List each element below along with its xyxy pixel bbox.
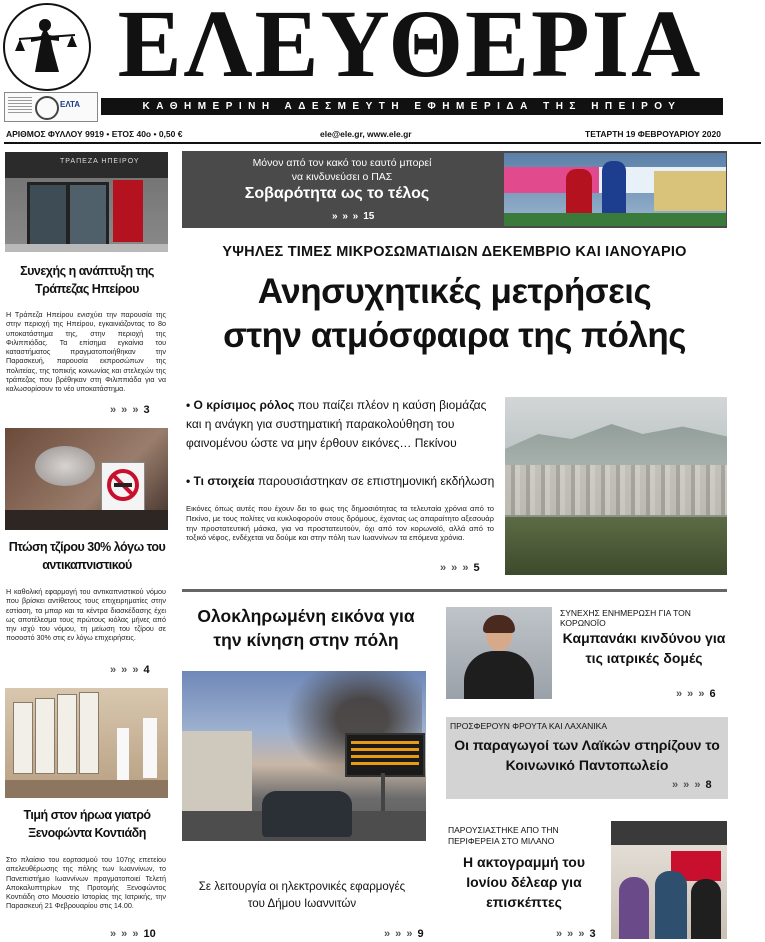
- table-edge: [5, 510, 168, 530]
- no-smoking-photo: [5, 428, 168, 530]
- bank-photo: [5, 152, 168, 252]
- right-kicker-2: ΠΡΟΣΦΕΡΟΥΝ ΦΡΟΥΤΑ ΚΑΙ ΛΑΧΑΝΙΚΑ: [450, 721, 608, 731]
- led-traffic-sign: [345, 733, 425, 777]
- bullet-icon: •: [186, 398, 194, 412]
- visitor-3: [691, 879, 721, 939]
- visitor-1: [619, 877, 649, 939]
- football-photo: [504, 153, 726, 226]
- museum-floor: [5, 780, 168, 798]
- pitch: [504, 213, 726, 226]
- official-photo: [446, 607, 552, 699]
- produce-box[interactable]: [446, 717, 728, 799]
- expo-banner: [611, 821, 727, 845]
- car: [262, 791, 352, 837]
- left-headline-2[interactable]: Πτώση τζίρου 30% λόγω του αντικαπνιστικού: [8, 540, 166, 572]
- museum-panel-2: [35, 698, 55, 774]
- bank-red-panel: [113, 180, 143, 242]
- masthead: [0, 0, 765, 145]
- main-headline-line-1[interactable]: Ανησυχητικές μετρήσεις: [257, 272, 652, 311]
- museum-panel-1: [13, 702, 33, 774]
- masthead-subtitle: ΚΑΘΗΜΕΡΙΝΗ ΑΔΕΣΜΕΥΤΗ ΕΦΗΜΕΡΙΔΑ ΤΗΣ ΗΠΕΙΡΟΥ: [142, 101, 682, 112]
- left-page-ref-3[interactable]: » » » 10: [110, 928, 156, 940]
- main-bullet-2: [186, 472, 496, 491]
- sports-page-ref[interactable]: » » » 15: [332, 211, 375, 222]
- bank-facade: [5, 152, 168, 178]
- right-kicker-3: ΠΑΡΟΥΣΙΑΣΤΗΚΕ ΑΠΟ ΤΗΝ ΠΕΡΙΦΕΡΕΙΑ ΣΤΟ ΜΙΛΑΝΟ: [448, 825, 559, 846]
- led-text-lines: [351, 741, 419, 769]
- main-bullet-2-bold: Τι στοιχεία: [193, 474, 255, 488]
- sports-box[interactable]: [182, 151, 727, 228]
- main-bullet-1-text: που παίζει πλέον η καύση βιομάζας και η ανάγκη για συστηματική παρακολούθηση του φαινομένου ώστε να μην έρθουν εικόνες… Πεκίνου: [186, 398, 487, 450]
- elta-label: ΕΛΤΑ: [60, 100, 81, 109]
- masthead-rule: [4, 142, 761, 144]
- section-divider: [182, 589, 727, 592]
- left-body-1: Η Τράπεζα Ηπείρου ενισχύει την παρουσία της στην περιοχή της Ηπείρου, εγκαινιάζοντας το 8ο υποκατάστημα της, στην περιοχή της Φιλιππιάδας. Τα επίσημα εγκαίνια του καταστήματος πραγματοποιήθηκαν την Παρασκευή, παρουσία εκπροσώπων της πολιτείας, της τοπικής κοινωνίας και στελεχών της τράπεζας που βρέθηκαν στη Φιλιππιάδα για να καλωσορίσουν το νέο υποκατάστημα.: [6, 310, 166, 394]
- foreground-trees: [505, 517, 727, 575]
- right-page-ref-3[interactable]: » » » 3: [556, 928, 596, 940]
- masthead-title: ΕΛΕΥΘΕΡΙΑ: [117, 0, 703, 97]
- right-page-ref-1[interactable]: » » » 6: [676, 688, 716, 700]
- visitor-2: [655, 871, 687, 939]
- bust-pedestal-1: [117, 728, 129, 784]
- traffic-street-photo: [182, 671, 426, 841]
- main-bullet-2-text: παρουσιάστηκαν σε επιστημονική εκδήλωση: [257, 474, 495, 488]
- left-body-2: Η καθολική εφαρμογή του αντικαπνιστικού νόμου που βρίσκει αντίθετους τους επιχειρηματίες στην εστίαση, τα μπαρ και τα κέντρα διασκέδασης έχει ως αποτέλεσμα τους πρώτους κιόλας μήνες από την ισχύ του νόμου, τη μείωση του τζίρου σε ποσοστό 30% στις εν λόγω επιχειρήσεις.: [6, 587, 166, 643]
- bank-window: [27, 182, 69, 250]
- mountain-ridge: [505, 419, 727, 469]
- issue-info: ΑΡΙΘΜΟΣ ΦΥΛΛΟΥ 9919 • ΕΤΟΣ 40ο • 0,50 €: [6, 129, 183, 139]
- sports-headline: Σοβαρότητα ως το τέλος: [244, 185, 430, 202]
- left-headline-3[interactable]: Τιμή στον ήρωα γιατρό Ξενοφώντα Κοντιάδη: [23, 808, 151, 840]
- traffic-page-ref[interactable]: » » » 9: [384, 928, 424, 940]
- main-kicker: ΥΨΗΛΕΣ ΤΙΜΕΣ ΜΙΚΡΟΣΩΜΑΤΙΔΙΩΝ ΔΕΚΕΜΒΡΙΟ ΚΑΙ ΙΑΝΟΥΑΡΙΟ: [222, 244, 687, 260]
- justice-logo: [3, 3, 91, 91]
- main-body: Εικόνες όπως αυτές που έχουν δει το φως της δημοσιότητας τα τελευταία χρόνια από το Πεκίνο, με τους πολίτες να κυκλοφορούν στους δρόμους, έχοντας ως απαραίτητο αξεσουάρ την προστατευτική μάσκα, για να προστατευτούν, όχι από τον κορωνοϊό, αλλά από το τοξικό νέφος, ενδέχεται να δούμε και στην πόλη των Ιωαννίνων τα επόμενα χρόνια.: [186, 504, 494, 543]
- main-page-ref[interactable]: » » » 5: [440, 562, 480, 574]
- seal-icon: [35, 96, 59, 120]
- main-bullet-1-bold: Ο κρίσιμος ρόλος: [193, 398, 295, 412]
- main-bullet-1: [186, 396, 496, 453]
- museum-panel-4: [79, 692, 99, 774]
- right-headline-3[interactable]: Η ακτογραμμή του Ιονίου δέλεαρ για επισκέπτες: [462, 854, 585, 910]
- player-blue: [602, 161, 626, 217]
- traffic-caption: Σε λειτουργία οι ηλεκτρονικές εφαρμογές του Δήμου Ιωαννιτών: [198, 881, 406, 910]
- bank-sign: ΤΡΑΠΕΖΑ ΗΠΕΙΡΟΥ: [60, 158, 140, 165]
- left-page-ref-1[interactable]: » » » 3: [110, 404, 150, 416]
- traffic-headline[interactable]: Ολοκληρωμένη εικόνα για την κίνηση στην πόλη: [197, 606, 415, 650]
- bullet-icon: •: [186, 474, 194, 488]
- museum-photo: [5, 688, 168, 798]
- smog-city-photo: [505, 397, 727, 575]
- main-headline-line-2[interactable]: στην ατμόσφαιρα της πόλης: [223, 316, 686, 355]
- glass-ashtray: [35, 446, 95, 486]
- bank-door: [67, 182, 109, 250]
- buildings-left: [182, 731, 252, 811]
- badges-box: [4, 92, 98, 122]
- right-headline-1[interactable]: Καμπανάκι κινδύνου για τις ιατρικές δομές: [562, 630, 726, 666]
- bust-pedestal-2: [143, 718, 157, 778]
- ad-board-yellow: [654, 171, 726, 211]
- city-haze: [505, 465, 727, 515]
- contact-info: ele@ele.gr, www.ele.gr: [320, 129, 412, 139]
- person-hair: [483, 615, 515, 633]
- museum-panel-3: [57, 694, 77, 774]
- issue-date: ΤΕΤΑΡΤΗ 19 ΦΕΒΡΟΥΑΡΙΟΥ 2020: [585, 129, 721, 139]
- left-page-ref-2[interactable]: » » » 4: [110, 664, 150, 676]
- expo-photo: [611, 821, 727, 939]
- fine-print: [8, 97, 32, 115]
- person-body: [464, 651, 534, 699]
- right-kicker-1: ΣΥΝΕΧΗΣ ΕΝΗΜΕΡΩΣΗ ΓΙΑ ΤΟΝ ΚΟΡΩΝΟΪΟ: [560, 608, 691, 628]
- sports-kicker: Μόνον από τον κακό του εαυτό μπορεί να κινδυνεύσει ο ΠΑΣ: [252, 157, 432, 183]
- bank-pavement: [5, 244, 168, 252]
- left-headline-1[interactable]: Συνεχής η ανάπτυξη της Τράπεζας Ηπείρου: [20, 264, 154, 296]
- right-page-ref-2[interactable]: » » » 8: [672, 779, 712, 791]
- masthead-subtitle-bar: [101, 98, 723, 115]
- left-body-3: Στο πλαίσιο του εορτασμού του 107ης επετείου απελευθέρωσης της πόλης των Ιωαννίνων, το Πανεπιστήμιο Ιωαννίνων πραγματοποιεί Τελετή Αποκαλυπτηρίων της Προτομής Ξενοφώντος Κοντιάδη στο Μουσείο Ιστορίας της Ιατρικής, την Παρασκευή 21 Φεβρουαρίου στις 14.00.: [6, 855, 166, 911]
- right-headline-2: Οι παραγωγοί των Λαϊκών στηρίζουν το Κοινωνικό Παντοπωλείο: [454, 737, 720, 773]
- no-smoking-sign: [101, 462, 145, 514]
